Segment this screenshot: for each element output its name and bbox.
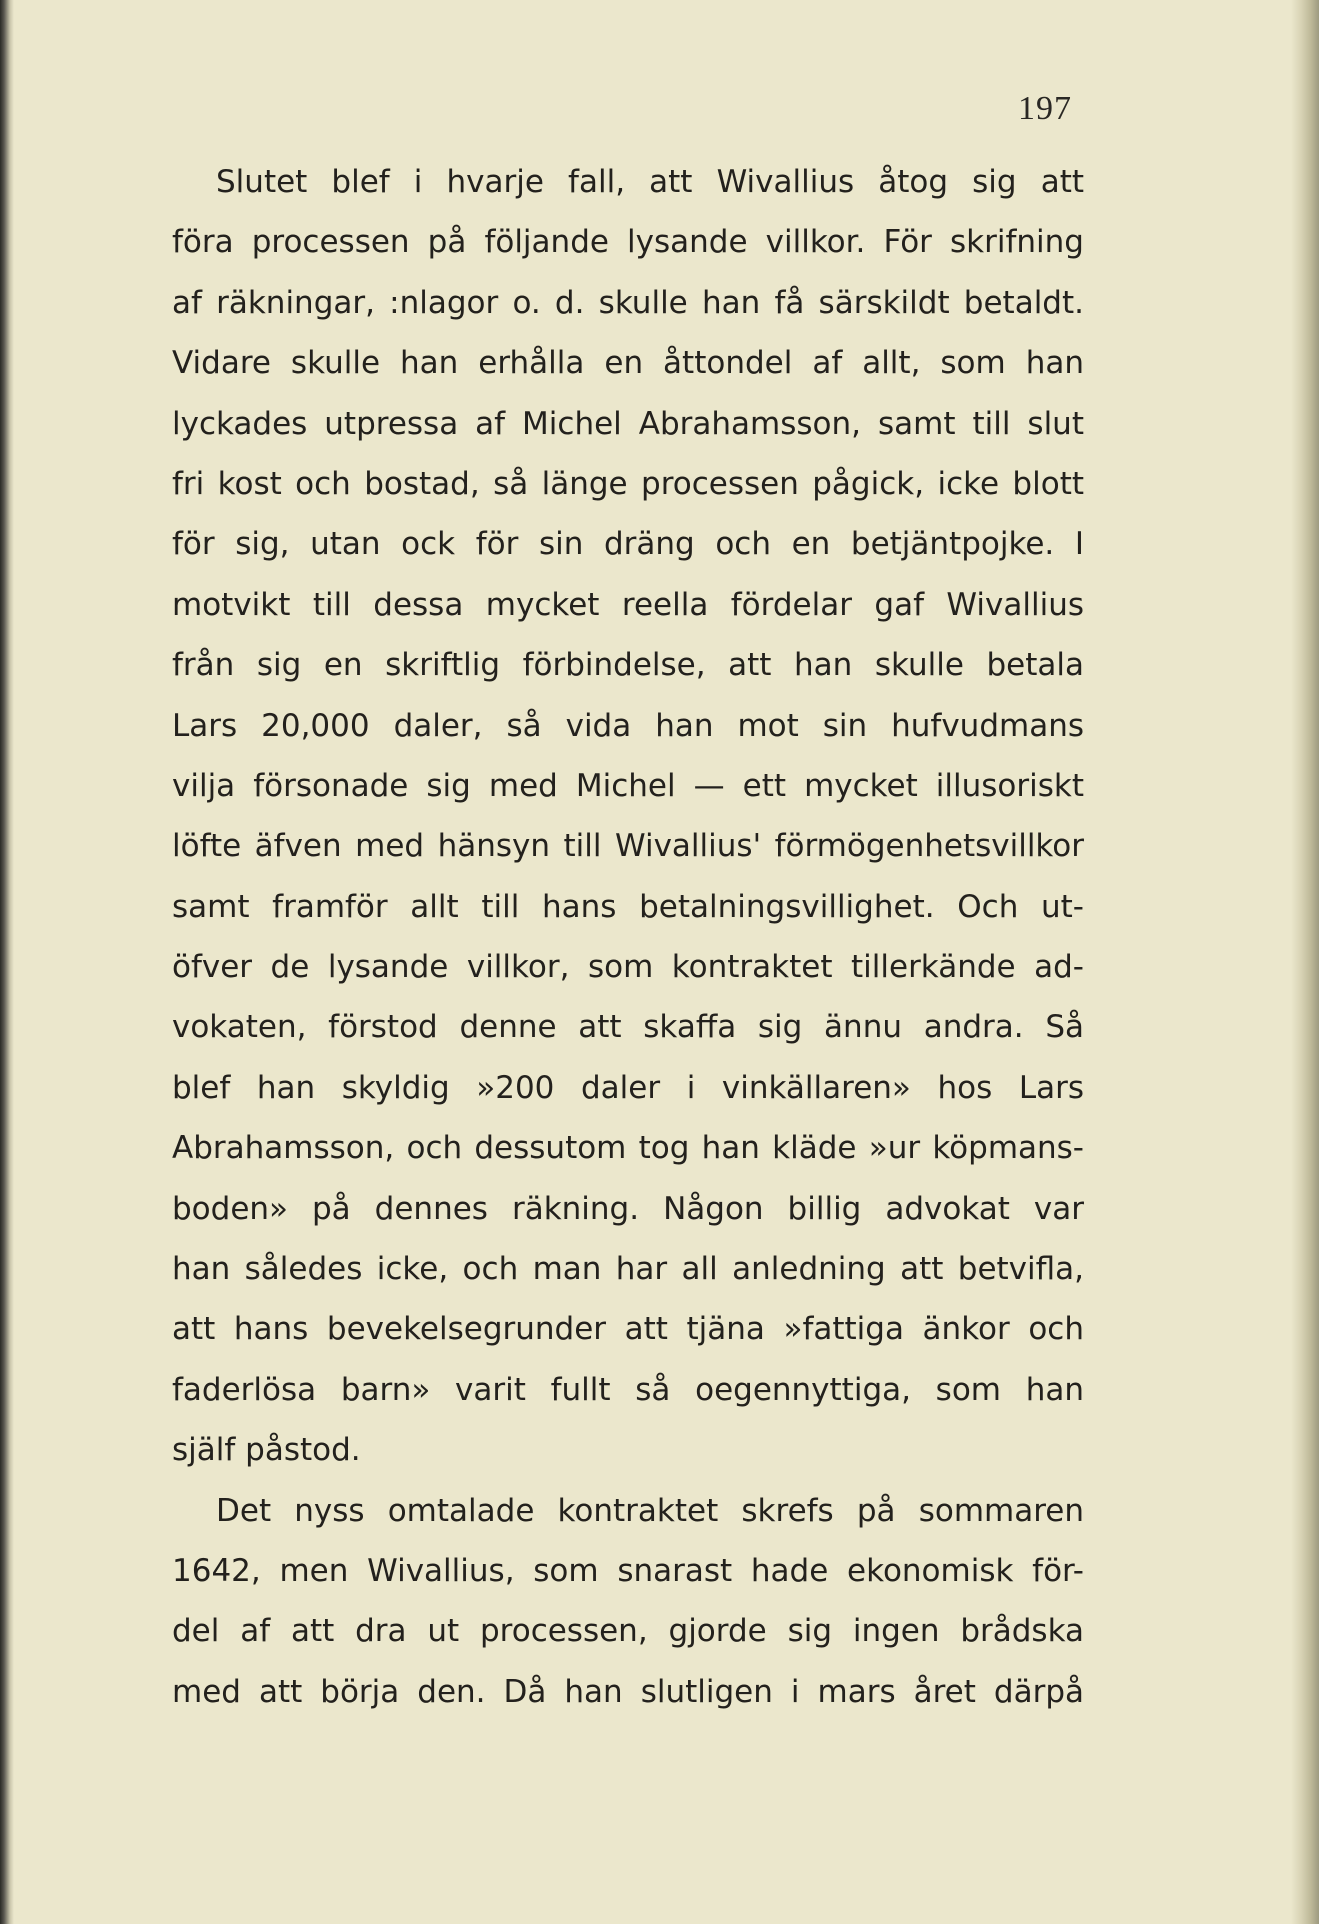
text-line: faderlösa barn» varit fullt så oegennyttiga, som han bbox=[172, 1371, 1084, 1408]
text-line: del af att dra ut processen, gjorde sig ingen brådska bbox=[172, 1613, 1084, 1650]
text-line: boden» på dennes räkning. Någon billig advokat var bbox=[172, 1190, 1084, 1227]
text-line: 1642, men Wivallius, som snarast hade ekonomisk för- bbox=[172, 1552, 1084, 1589]
text-line: lyckades utpressa af Michel Abrahamsson, samt till slut bbox=[172, 405, 1084, 442]
text-line: öfver de lysande villkor, som kontraktet tillerkände ad- bbox=[172, 949, 1084, 986]
text-line: att hans bevekelsegrunder att tjäna »fattiga änkor och bbox=[172, 1311, 1084, 1348]
text-line: han således icke, och man har all anledning att betvifla, bbox=[172, 1251, 1084, 1288]
text-line: Vidare skulle han erhålla en åttondel af allt, som han bbox=[172, 345, 1084, 382]
text-line: löfte äfven med hänsyn till Wivallius' förmögenhetsvillkor bbox=[172, 828, 1084, 865]
text-line: från sig en skriftlig förbindelse, att han skulle betala bbox=[172, 647, 1084, 684]
text-line: Lars 20,000 daler, så vida han mot sin hufvudmans bbox=[172, 707, 1084, 744]
text-line: samt framför allt till hans betalningsvillighet. Och ut- bbox=[172, 888, 1084, 925]
page-right-edge bbox=[1291, 0, 1319, 1924]
text-line: motvikt till dessa mycket reella fördelar gaf Wivallius bbox=[172, 586, 1084, 623]
text-line: Slutet blef i hvarje fall, att Wivallius åtog sig att bbox=[216, 164, 1084, 200]
text-line: vokaten, förstod denne att skaffa sig ännu andra. Så bbox=[172, 1009, 1084, 1046]
text-line: af räkningar, :nlagor o. d. skulle han få särskildt betaldt. bbox=[172, 284, 1084, 321]
page-left-edge bbox=[0, 0, 14, 1924]
text-line: för sig, utan ock för sin dräng och en betjäntpojke. I bbox=[172, 526, 1084, 563]
text-line: själf påstod. bbox=[172, 1432, 361, 1469]
text-line: fri kost och bostad, så länge processen pågick, icke blott bbox=[172, 465, 1084, 502]
text-line: med att börja den. Då han slutligen i mars året därpå bbox=[172, 1673, 1084, 1710]
text-line: Abrahamsson, och dessutom tog han kläde »ur köpmans- bbox=[172, 1130, 1084, 1167]
text-line: Det nyss omtalade kontraktet skrefs på sommaren bbox=[216, 1492, 1084, 1529]
text-line: blef han skyldig »200 daler i vinkällaren» hos Lars bbox=[172, 1069, 1084, 1106]
text-line: föra processen på följande lysande villkor. För skrifning bbox=[172, 224, 1084, 261]
text-line: vilja försonade sig med Michel — ett mycket illusoriskt bbox=[172, 767, 1084, 804]
page-number: 197 bbox=[1018, 90, 1072, 127]
body-text bbox=[172, 152, 1084, 1722]
